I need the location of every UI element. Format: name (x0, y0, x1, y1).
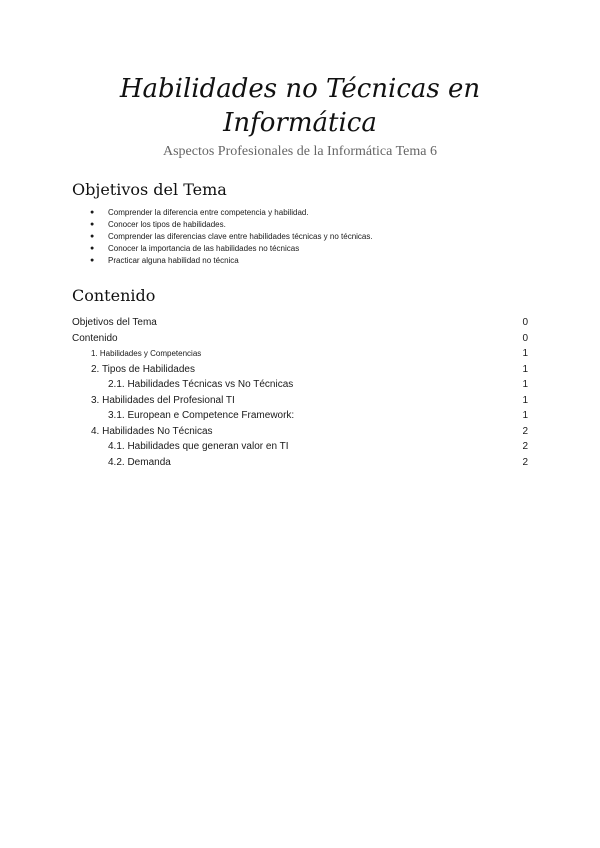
objective-item (90, 243, 373, 255)
table-of-contents (72, 315, 528, 470)
toc-entry-page: 1 (522, 348, 528, 359)
toc-entry-label: Contenido (72, 332, 118, 344)
objective-item (90, 255, 373, 267)
objective-item (90, 231, 373, 243)
bullet-icon: ● (90, 209, 95, 216)
toc-entry-page: 2 (522, 425, 528, 437)
toc-entry-page: 1 (522, 363, 528, 375)
bullet-icon: ● (90, 245, 95, 252)
toc-entry-page: 0 (522, 332, 528, 344)
objective-text: Conocer la importancia de las habilidades no técnicas (108, 244, 300, 253)
objective-item (90, 219, 373, 231)
toc-entry-label: 4.1. Habilidades que generan valor en TI (108, 441, 289, 452)
toc-entry-label: 4.2. Demanda (108, 456, 171, 468)
toc-entry-page: 0 (522, 317, 528, 328)
title-line-1: Habilidades no Técnicas en (119, 74, 481, 104)
toc-entry[interactable] (72, 362, 528, 378)
objective-text: Practicar alguna habilidad no técnica (108, 256, 239, 265)
toc-entry[interactable] (72, 455, 528, 471)
toc-entry[interactable] (72, 377, 528, 393)
toc-entry[interactable] (72, 331, 528, 347)
toc-entry[interactable] (72, 315, 528, 331)
toc-entry-page: 1 (522, 379, 528, 390)
toc-entry-label: 3. Habilidades del Profesional TI (91, 394, 235, 406)
toc-entry[interactable] (72, 424, 528, 440)
toc-entry-label: 3.1. European e Competence Framework: (108, 410, 295, 421)
objective-text: Comprender la diferencia entre competencia y habilidad. (108, 208, 309, 217)
document-title (0, 72, 600, 140)
toc-entry-label: Objetivos del Tema (72, 317, 157, 328)
toc-entry[interactable] (72, 393, 528, 409)
toc-entry-page: 1 (522, 410, 528, 421)
objective-item (90, 207, 373, 219)
objective-text: Conocer los tipos de habilidades. (108, 220, 226, 229)
objective-text: Comprender las diferencias clave entre habilidades técnicas y no técnicas. (108, 232, 373, 241)
toc-entry-label: 1. Habilidades y Competencias (91, 349, 202, 358)
toc-entry-label: 2.1. Habilidades Técnicas vs No Técnicas (108, 379, 294, 390)
toc-entry-page: 1 (522, 394, 528, 406)
document-subtitle: Aspectos Profesionales de la Informática Tema 6 (162, 144, 437, 159)
objectives-heading: Objetivos del Tema (72, 180, 227, 199)
toc-entry-page: 2 (522, 456, 528, 468)
toc-entry[interactable] (72, 346, 528, 362)
toc-entry[interactable] (72, 439, 528, 455)
toc-entry-label: 2. Tipos de Habilidades (91, 363, 195, 375)
toc-entry-label: 4. Habilidades No Técnicas (91, 425, 213, 437)
bullet-icon: ● (90, 221, 95, 228)
toc-entry[interactable] (72, 408, 528, 424)
contents-heading: Contenido (72, 286, 156, 305)
objectives-list (90, 207, 373, 267)
bullet-icon: ● (90, 233, 95, 240)
toc-entry-page: 2 (522, 441, 528, 452)
title-line-2: Informática (223, 108, 377, 138)
bullet-icon: ● (90, 257, 95, 264)
